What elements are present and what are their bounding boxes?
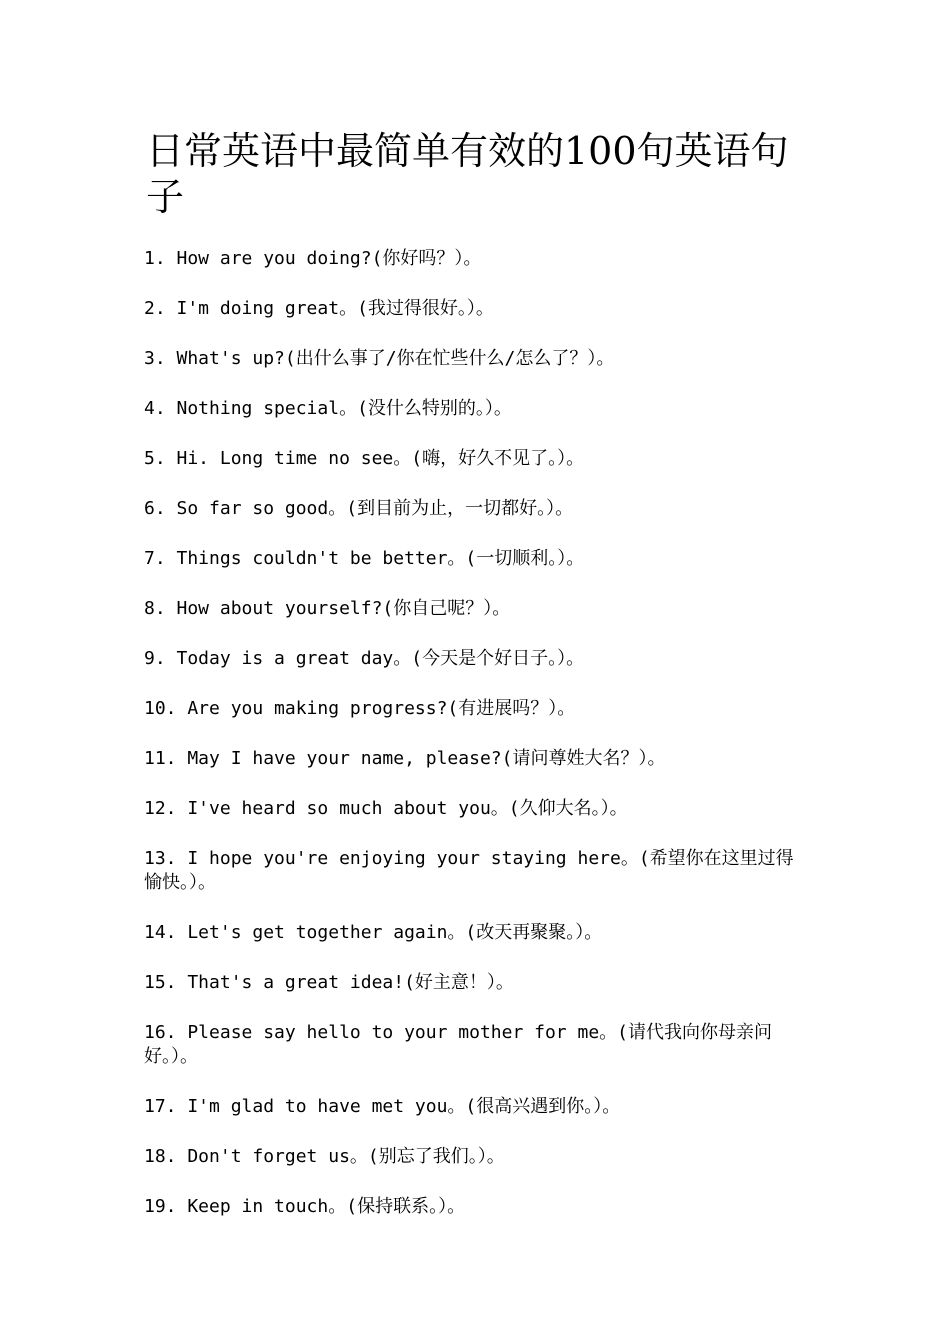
sentence-list — [144, 247, 804, 1245]
sentence-item: 9. Today is a great day。(今天是个好日子。）。 — [144, 648, 585, 669]
sentence-item: 15. That's a great idea!(好主意！）。 — [144, 972, 514, 993]
sentence-item: 2. I'm doing great。(我过得很好。）。 — [144, 298, 494, 319]
sentence-item: 8. How about yourself?(你自己呢？）。 — [144, 598, 511, 619]
sentence-item: 3. What's up?(出什么事了/你在忙些什么/怎么了？）。 — [144, 348, 615, 369]
sentence-item: 14. Let's get together again。(改天再聚聚。）。 — [144, 922, 603, 943]
sentence-item: 11. May I have your name, please?(请问尊姓大名？）。 — [144, 748, 666, 769]
sentence-item: 12. I've heard so much about you。(久仰大名。）。 — [144, 798, 628, 819]
sentence-item: 5. Hi. Long time no see。(嗨，好久不见了。）。 — [144, 448, 585, 469]
document-title: 日常英语中最简单有效的100句英语句子 — [146, 129, 789, 219]
sentence-item: 13. I hope you're enjoying your staying here。(希望你在这里过得愉快。）。 — [144, 848, 794, 893]
sentence-item: 19. Keep in touch。(保持联系。）。 — [144, 1196, 466, 1217]
sentence-item: 7. Things couldn't be better。(一切顺利。）。 — [144, 548, 585, 569]
sentence-item: 18. Don't forget us。(别忘了我们。）。 — [144, 1146, 505, 1167]
sentence-item: 16. Please say hello to your mother for me。(请代我向你母亲问好。）。 — [144, 1022, 772, 1067]
sentence-item: 1. How are you doing?(你好吗？）。 — [144, 248, 482, 269]
sentence-item: 10. Are you making progress?(有进展吗？）。 — [144, 698, 576, 719]
sentence-item: 4. Nothing special。(没什么特别的。）。 — [144, 398, 512, 419]
sentence-item: 6. So far so good。(到目前为止，一切都好。）。 — [144, 498, 574, 519]
sentence-item: 17. I'm glad to have met you。(很高兴遇到你。）。 — [144, 1096, 621, 1117]
